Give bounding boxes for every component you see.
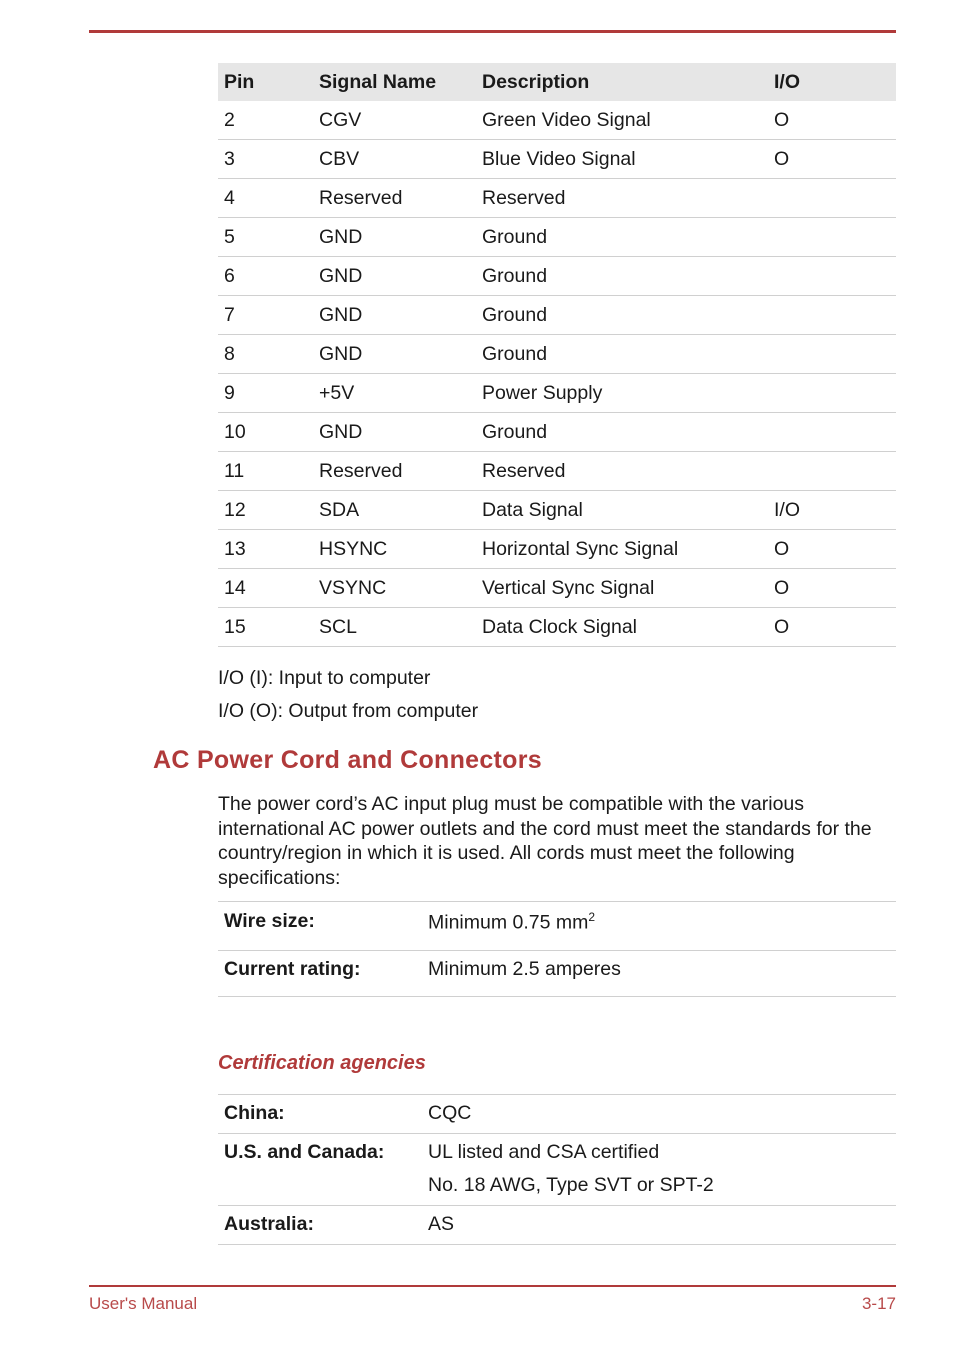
io-cell: O: [768, 140, 896, 179]
signal-name-cell: VSYNC: [313, 569, 476, 608]
signal-name-cell: GND: [313, 296, 476, 335]
table-row: [218, 608, 896, 647]
page-number: 3-17: [861, 1294, 896, 1313]
pin-cell: 9: [218, 374, 313, 413]
china-label: China:: [218, 1095, 422, 1134]
io-cell: [768, 218, 896, 257]
signal-name-cell: GND: [313, 413, 476, 452]
wire-size-superscript: 2: [588, 910, 596, 924]
table-row: [218, 374, 896, 413]
current-rating-label: Current rating:: [218, 951, 422, 997]
table-row: [218, 140, 896, 179]
io-cell: I/O: [768, 491, 896, 530]
description-cell: Green Video Signal: [476, 101, 768, 140]
pin-table: [218, 63, 896, 647]
io-cell: [768, 335, 896, 374]
signal-name-cell: HSYNC: [313, 530, 476, 569]
cert-row-us-canada: [218, 1134, 896, 1206]
pin-cell: 7: [218, 296, 313, 335]
australia-label: Australia:: [218, 1206, 422, 1245]
table-row: [218, 179, 896, 218]
description-cell: Horizontal Sync Signal: [476, 530, 768, 569]
description-cell: Reserved: [476, 179, 768, 218]
signal-name-cell: +5V: [313, 374, 476, 413]
header-pin: Pin: [218, 63, 313, 101]
io-cell: [768, 413, 896, 452]
cert-row-australia: [218, 1206, 896, 1245]
pin-cell: 6: [218, 257, 313, 296]
signal-name-cell: Reserved: [313, 452, 476, 491]
signal-name-cell: CGV: [313, 101, 476, 140]
pin-cell: 5: [218, 218, 313, 257]
signal-name-cell: SDA: [313, 491, 476, 530]
pin-cell: 3: [218, 140, 313, 179]
table-row: [218, 296, 896, 335]
wire-size-value: [422, 902, 896, 951]
description-cell: Data Signal: [476, 491, 768, 530]
pin-cell: 4: [218, 179, 313, 218]
table-row: [218, 218, 896, 257]
pin-cell: 10: [218, 413, 313, 452]
header-io: I/O: [768, 63, 896, 101]
pin-cell: 14: [218, 569, 313, 608]
io-cell: [768, 452, 896, 491]
signal-name-cell: SCL: [313, 608, 476, 647]
description-cell: Power Supply: [476, 374, 768, 413]
wire-size-text: Minimum 0.75 mm: [428, 911, 589, 934]
description-cell: Ground: [476, 335, 768, 374]
note-output: I/O (O): Output from computer: [218, 700, 479, 722]
australia-value: AS: [422, 1206, 896, 1245]
io-cell: [768, 296, 896, 335]
signal-name-cell: GND: [313, 257, 476, 296]
signal-name-cell: GND: [313, 335, 476, 374]
china-value: CQC: [422, 1095, 896, 1134]
note-input: I/O (I): Input to computer: [218, 667, 431, 689]
section-title: AC Power Cord and Connectors: [153, 746, 542, 774]
pin-cell: 12: [218, 491, 313, 530]
signal-name-cell: CBV: [313, 140, 476, 179]
header-description: Description: [476, 63, 768, 101]
cert-row-china: [218, 1095, 896, 1134]
table-row: [218, 413, 896, 452]
pin-cell: 11: [218, 452, 313, 491]
pin-cell: 15: [218, 608, 313, 647]
signal-name-cell: GND: [313, 218, 476, 257]
pin-cell: 8: [218, 335, 313, 374]
us-canada-value-line-1: UL listed and CSA certified: [428, 1141, 660, 1163]
wire-size-label: Wire size:: [218, 902, 422, 951]
table-row: [218, 530, 896, 569]
table-row: [218, 491, 896, 530]
header-signal-name: Signal Name: [313, 63, 476, 101]
description-cell: Ground: [476, 218, 768, 257]
footer-rule: [89, 1285, 896, 1287]
pin-table-body: [218, 101, 896, 647]
description-cell: Reserved: [476, 452, 768, 491]
certification-title: Certification agencies: [218, 1052, 426, 1074]
header-rule: [89, 30, 896, 33]
current-rating-value: Minimum 2.5 amperes: [422, 951, 896, 997]
io-cell: O: [768, 530, 896, 569]
description-cell: Blue Video Signal: [476, 140, 768, 179]
io-cell: O: [768, 608, 896, 647]
pin-table-header: [218, 63, 896, 101]
table-row: [218, 257, 896, 296]
description-cell: Ground: [476, 413, 768, 452]
certification-table: [218, 1094, 896, 1245]
table-row: [218, 101, 896, 140]
spec-table: [218, 901, 896, 997]
description-cell: Vertical Sync Signal: [476, 569, 768, 608]
spec-row-current: [218, 951, 896, 997]
spec-row-wire-size: [218, 902, 896, 951]
us-canada-value-line-2: No. 18 AWG, Type SVT or SPT-2: [428, 1174, 714, 1196]
description-cell: Data Clock Signal: [476, 608, 768, 647]
table-row: [218, 569, 896, 608]
us-canada-value: [422, 1134, 896, 1206]
io-cell: [768, 179, 896, 218]
description-cell: Ground: [476, 257, 768, 296]
pin-cell: 13: [218, 530, 313, 569]
description-cell: Ground: [476, 296, 768, 335]
table-row: [218, 335, 896, 374]
section-body: The power cord’s AC input plug must be compatible with the various international AC power outlets and the cord must meet the standards for the country/region in which it is used. All cords must meet the following specifications:: [218, 793, 872, 889]
table-row: [218, 452, 896, 491]
us-canada-label: U.S. and Canada:: [218, 1134, 422, 1206]
footer-title: User's Manual: [89, 1294, 198, 1313]
io-cell: [768, 257, 896, 296]
signal-name-cell: Reserved: [313, 179, 476, 218]
io-cell: O: [768, 569, 896, 608]
pin-cell: 2: [218, 101, 313, 140]
io-cell: [768, 374, 896, 413]
io-cell: O: [768, 101, 896, 140]
